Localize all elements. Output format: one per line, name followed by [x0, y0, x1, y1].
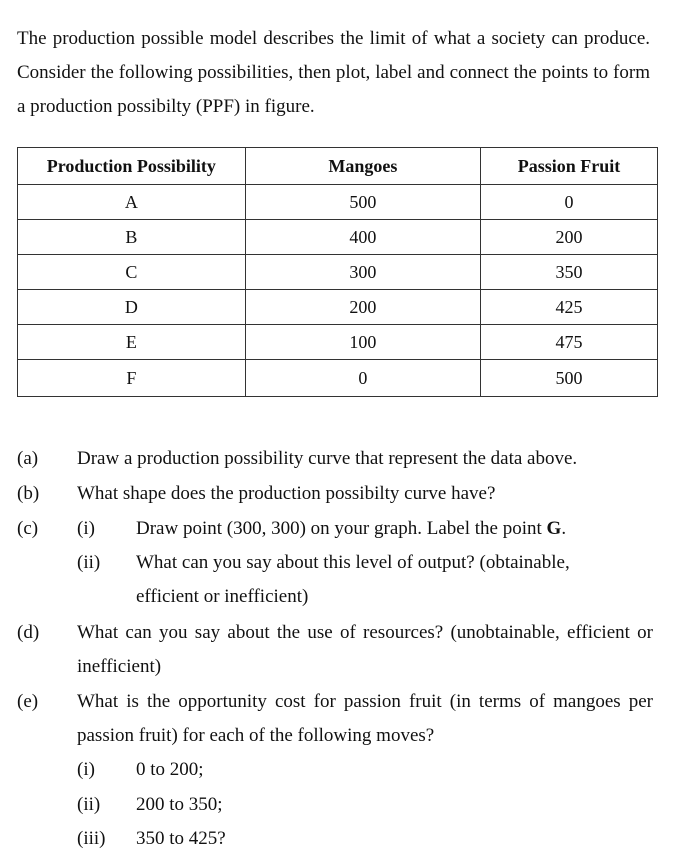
question-d-label: (d) — [17, 622, 40, 643]
cell-passion-fruit: 500 — [481, 360, 658, 397]
table-row — [18, 290, 658, 325]
header-mangoes: Mangoes — [245, 148, 480, 185]
question-e-i-text: 0 to 200; — [136, 759, 204, 780]
question-e-label: (e) — [17, 691, 39, 712]
cell-passion-fruit: 200 — [481, 220, 658, 255]
cell-mangoes: 100 — [245, 325, 480, 360]
header-production-possibility: Production Possibility — [18, 148, 246, 185]
question-e-iii-label: (iii) — [77, 828, 106, 849]
question-a-label: (a) — [17, 448, 39, 469]
cell-passion-fruit: 350 — [481, 255, 658, 290]
cell-mangoes: 200 — [245, 290, 480, 325]
production-possibility-table — [17, 147, 658, 397]
question-c-label: (c) — [17, 518, 39, 539]
question-c-ii-text: What can you say about this level of output? (obtainable, efficient or inefficient) — [136, 552, 570, 607]
question-e-ii-label: (ii) — [77, 794, 101, 815]
cell-mangoes: 300 — [245, 255, 480, 290]
question-c-i-text-after: . — [561, 518, 567, 539]
table-row — [18, 185, 658, 220]
cell-possibility: D — [18, 290, 246, 325]
question-c-i-text — [136, 512, 656, 546]
table-row — [18, 255, 658, 290]
table-row — [18, 360, 658, 397]
question-c-i-label: (i) — [77, 518, 95, 539]
cell-possibility: E — [18, 325, 246, 360]
question-b-text: What shape does the production possibilty curve have? — [77, 483, 496, 504]
cell-mangoes: 500 — [245, 185, 480, 220]
cell-possibility: B — [18, 220, 246, 255]
cell-passion-fruit: 475 — [481, 325, 658, 360]
cell-passion-fruit: 425 — [481, 290, 658, 325]
cell-possibility: A — [18, 185, 246, 220]
header-passion-fruit: Passion Fruit — [481, 148, 658, 185]
table-row — [18, 325, 658, 360]
question-d-text: What can you say about the use of resources? (unobtainable, efficient or inefficient) — [77, 622, 653, 677]
point-g-label: G — [546, 518, 562, 539]
question-e-text: What is the opportunity cost for passion fruit (in terms of mangoes per passion fruit) for each of the following moves? — [77, 691, 653, 746]
cell-possibility: F — [18, 360, 246, 397]
cell-mangoes: 0 — [245, 360, 480, 397]
question-b-label: (b) — [17, 483, 40, 504]
question-e-ii-text: 200 to 350; — [136, 794, 223, 815]
question-a-text: Draw a production possibility curve that represent the data above. — [77, 448, 578, 469]
question-c-i-text-before: Draw point (300, 300) on your graph. Label the point — [136, 518, 547, 539]
table-header-row — [18, 148, 658, 185]
question-e-iii-text: 350 to 425? — [136, 828, 226, 849]
table-row — [18, 220, 658, 255]
cell-possibility: C — [18, 255, 246, 290]
cell-passion-fruit: 0 — [481, 185, 658, 220]
cell-mangoes: 400 — [245, 220, 480, 255]
intro-paragraph: The production possible model describes the limit of what a society can produce. Consider the following possibilities, then plot, label and connect the points to form a production possibilty (PPF) in figure. — [17, 28, 650, 117]
question-e-i-label: (i) — [77, 759, 95, 780]
question-c-ii-label: (ii) — [77, 552, 101, 573]
